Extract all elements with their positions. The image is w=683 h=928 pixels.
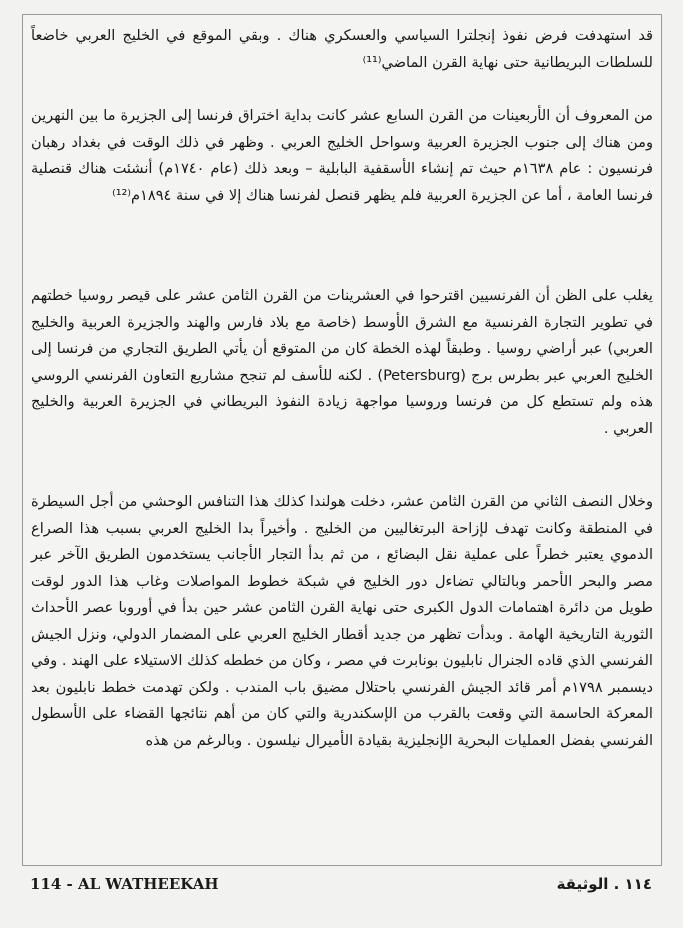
- paragraph-text: وخلال النصف الثاني من القرن الثامن عشر، دخلت هولندا كذلك هذا التنافس الوحشي من أجل السيطرة في المنطقة وكانت تهدف لإزاحة البرتغاليين من الخليج . وأخيراً بدا الخليج العربي بسبب هذا الصراع الدموي يعتبر خطراً على عملية نقل البضائع ، من ثم بدأ التجار الأجانب يستخدمون الطريق الآخر عبر مصر والبحر الأحمر وبالتالي تضاءل دور الخليج في شبكة خطوط المواصلات وغاب هذا الدور لوقت طويل من دائرة اهتمامات الدول الكبرى حتى نهاية القرن الثامن عشر حين بدأ في أوروبا عصر الأحداث الثورية التاريخية الهامة . وبدأت تظهر من جديد أقطار الخليج العربي على المضمار الدولي، ونزل الجيش الفرنسي الذي قاده الجنرال نابليون بونابرت في مصر ، وكان من خططه كذلك الاستيلاء على الهند . وفي ديسمبر ١٧٩٨م أمر قائد الجيش الفرنسي باحتلال مضيق باب المندب . ولكن تهدمت خطط نابليون بعد المعركة الحاسمة التي وقعت بالقرب من الإسكندرية والتي كان من أهم نتائجها القضاء على الأسطول الفرنسي بفضل العمليات البحرية الإنجليزية بقيادة الأميرال نيلسون . وبالرغم من هذه: [31, 493, 653, 749]
- paragraph-1: [31, 23, 653, 76]
- paragraph-text: يغلب على الظن أن الفرنسيين اقترحوا في العشرينات من القرن الثامن عشر على قيصر روسيا خطتهم في تطوير التجارة الفرنسية مع الشرق الأوسط (خاصة مع بلاد فارس والهند والجزيرة العربية والخليج العربي) عبر أراضي روسيا . وطبقاً لهذه الخطة كان من المتوقع أن يأتي الطريق التجاري من فرنسا إلى الخليج العربي عبر بطرس برج (Petersburg) . لكنه للأسف لم تنجح مشاريع التعاون الفرنسي الروسي هذه ولم تستطع كل من فرنسا وروسيا مواجهة زيادة النفوذ البريطاني في الجزيرة العربية والخليج العربي .: [31, 287, 653, 437]
- paragraph-text: من المعروف أن الأربعينات من القرن السابع عشر كانت بداية اختراق فرنسا إلى الجزيرة ما بين النهرين ومن هناك إلى جنوب الجزيرة العربية وسواحل الخليج العربي . وظهر في ذلك الوقت في بغداد رهبان فرنسيون : عام ١٦٣٨م حيث تم إنشاء الأسقفية البابلية – وبعد ذلك (عام ١٧٤٠م) أنشئت هناك قنصلية فرنسا العامة ، أما عن الجزيرة العربية فلم يظهر قنصل لفرنسا هناك إلا في سنة ١٨٩٤م⁽¹²⁾: [31, 107, 653, 204]
- footer-page-number-arabic: ١١٤ . الوثيقة: [556, 875, 652, 893]
- page-footer: [22, 873, 662, 897]
- paragraph-4: [31, 489, 653, 754]
- paragraph-3: [31, 283, 653, 442]
- paragraph-text: قد استهدفت فرض نفوذ إنجلترا السياسي والعسكري هناك . وبقي الموقع في الخليج العربي خاضعاً للسلطات البريطانية حتى نهاية القرن الماضي⁽¹¹⁾: [31, 27, 653, 71]
- page-frame: [22, 14, 662, 866]
- footer-page-number-latin: 114 - AL WATHEEKAH: [30, 875, 219, 893]
- paragraph-2: [31, 103, 653, 209]
